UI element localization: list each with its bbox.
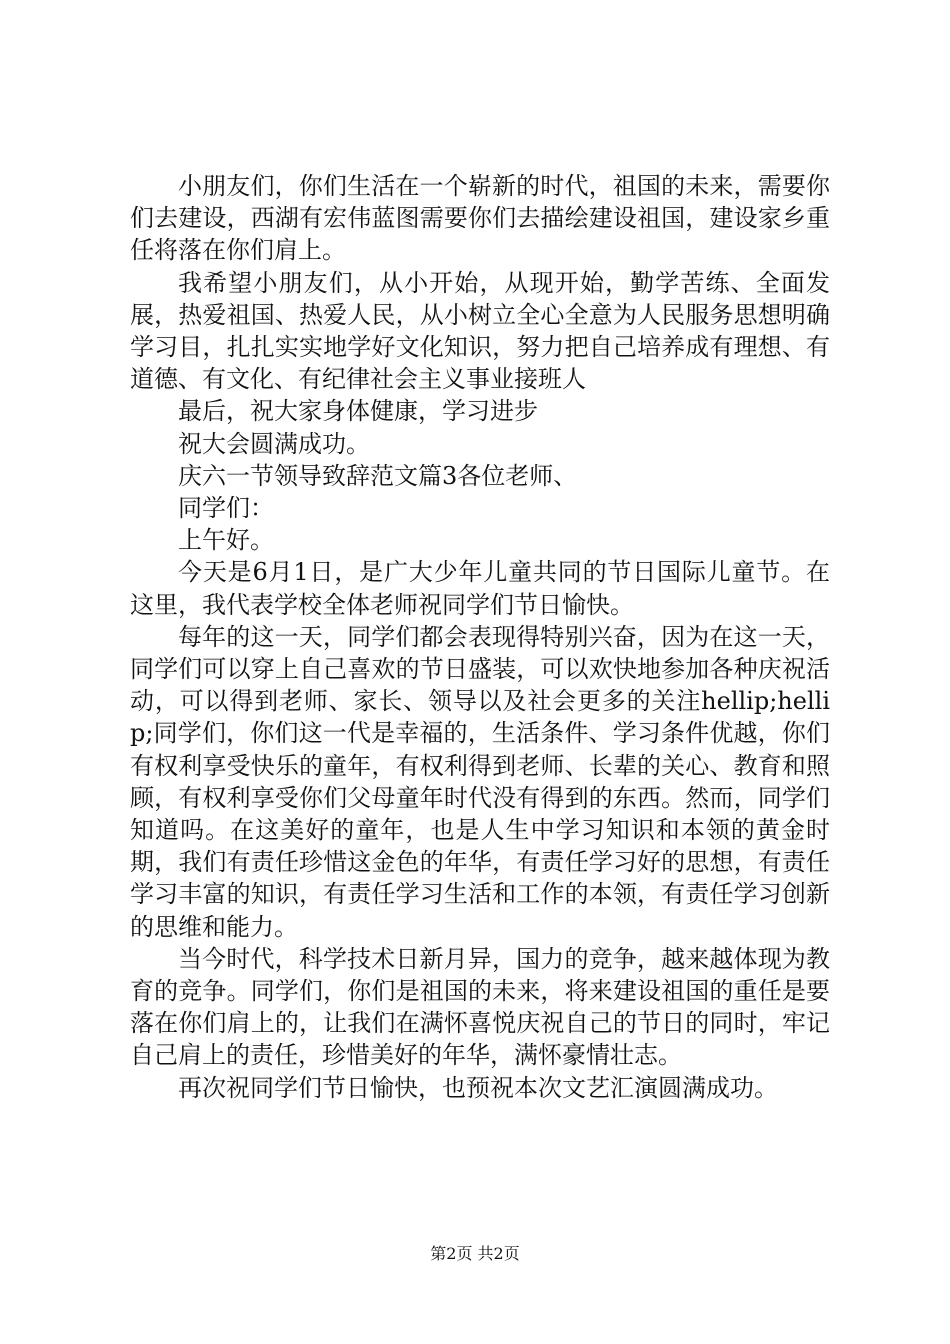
paragraph: 上午好。 (178, 526, 274, 555)
paragraph: 再次祝同学们节日愉快，也预祝本次文艺汇演圆满成功。 (178, 1073, 778, 1102)
paragraph: 庆六一节领导致辞范文篇3各位老师、 (178, 461, 578, 490)
paragraph: 同学们： (178, 494, 274, 523)
paragraph: 今天是6月1日，是广大少年儿童共同的节日国际儿童节。在这里，我代表学校全体老师祝同学们节日愉快。 (130, 558, 830, 619)
document-body (130, 170, 830, 1104)
paragraph: 祝大会圆满成功。 (178, 429, 370, 458)
paragraph: 最后，祝大家身体健康，学习进步 (178, 397, 538, 426)
paragraph: 我希望小朋友们，从小开始，从现开始，勤学苦练、全面发展，热爱祖国、热爱人民，从小树立全心全意为人民服务思想明确学习目，扎扎实实地学好文化知识，努力把自己培养成有理想、有道德、有文化、有纪律社会主义事业接班人 (130, 268, 830, 394)
page-footer: 第2页 共2页 (430, 1244, 520, 1263)
paragraph: 小朋友们，你们生活在一个崭新的时代，祖国的未来，需要你们去建设，西湖有宏伟蓝图需要你们去描绘建设祖国，建设家乡重任将落在你们肩上。 (130, 172, 830, 265)
paragraph: 当今时代，科学技术日新月异，国力的竞争，越来越体现为教育的竞争。同学们，你们是祖国的未来，将来建设祖国的重任是要落在你们肩上的，让我们在满怀喜悦庆祝自己的节日的同时，牢记自己肩上的责任，珍惜美好的年华，满怀豪情壮志。 (130, 944, 830, 1070)
paragraph: 每年的这一天，同学们都会表现得特别兴奋，因为在这一天，同学们可以穿上自己喜欢的节日盛装，可以欢快地参加各种庆祝活动，可以得到老师、家长、领导以及社会更多的关注hellip;hellip;同学们，你们这一代是幸福的，生活条件、学习条件优越，你们有权利享受快乐的童年，有权利得到老师、长辈的关心、教育和照顾，有权利享受你们父母童年时代没有得到的东西。然而，同学们知道吗。在这美好的童年，也是人生中学习知识和本领的黄金时期，我们有责任珍惜这金色的年华，有责任学习好的思想，有责任学习丰富的知识，有责任学习生活和工作的本领，有责任学习创新的思维和能力。 (130, 622, 830, 941)
